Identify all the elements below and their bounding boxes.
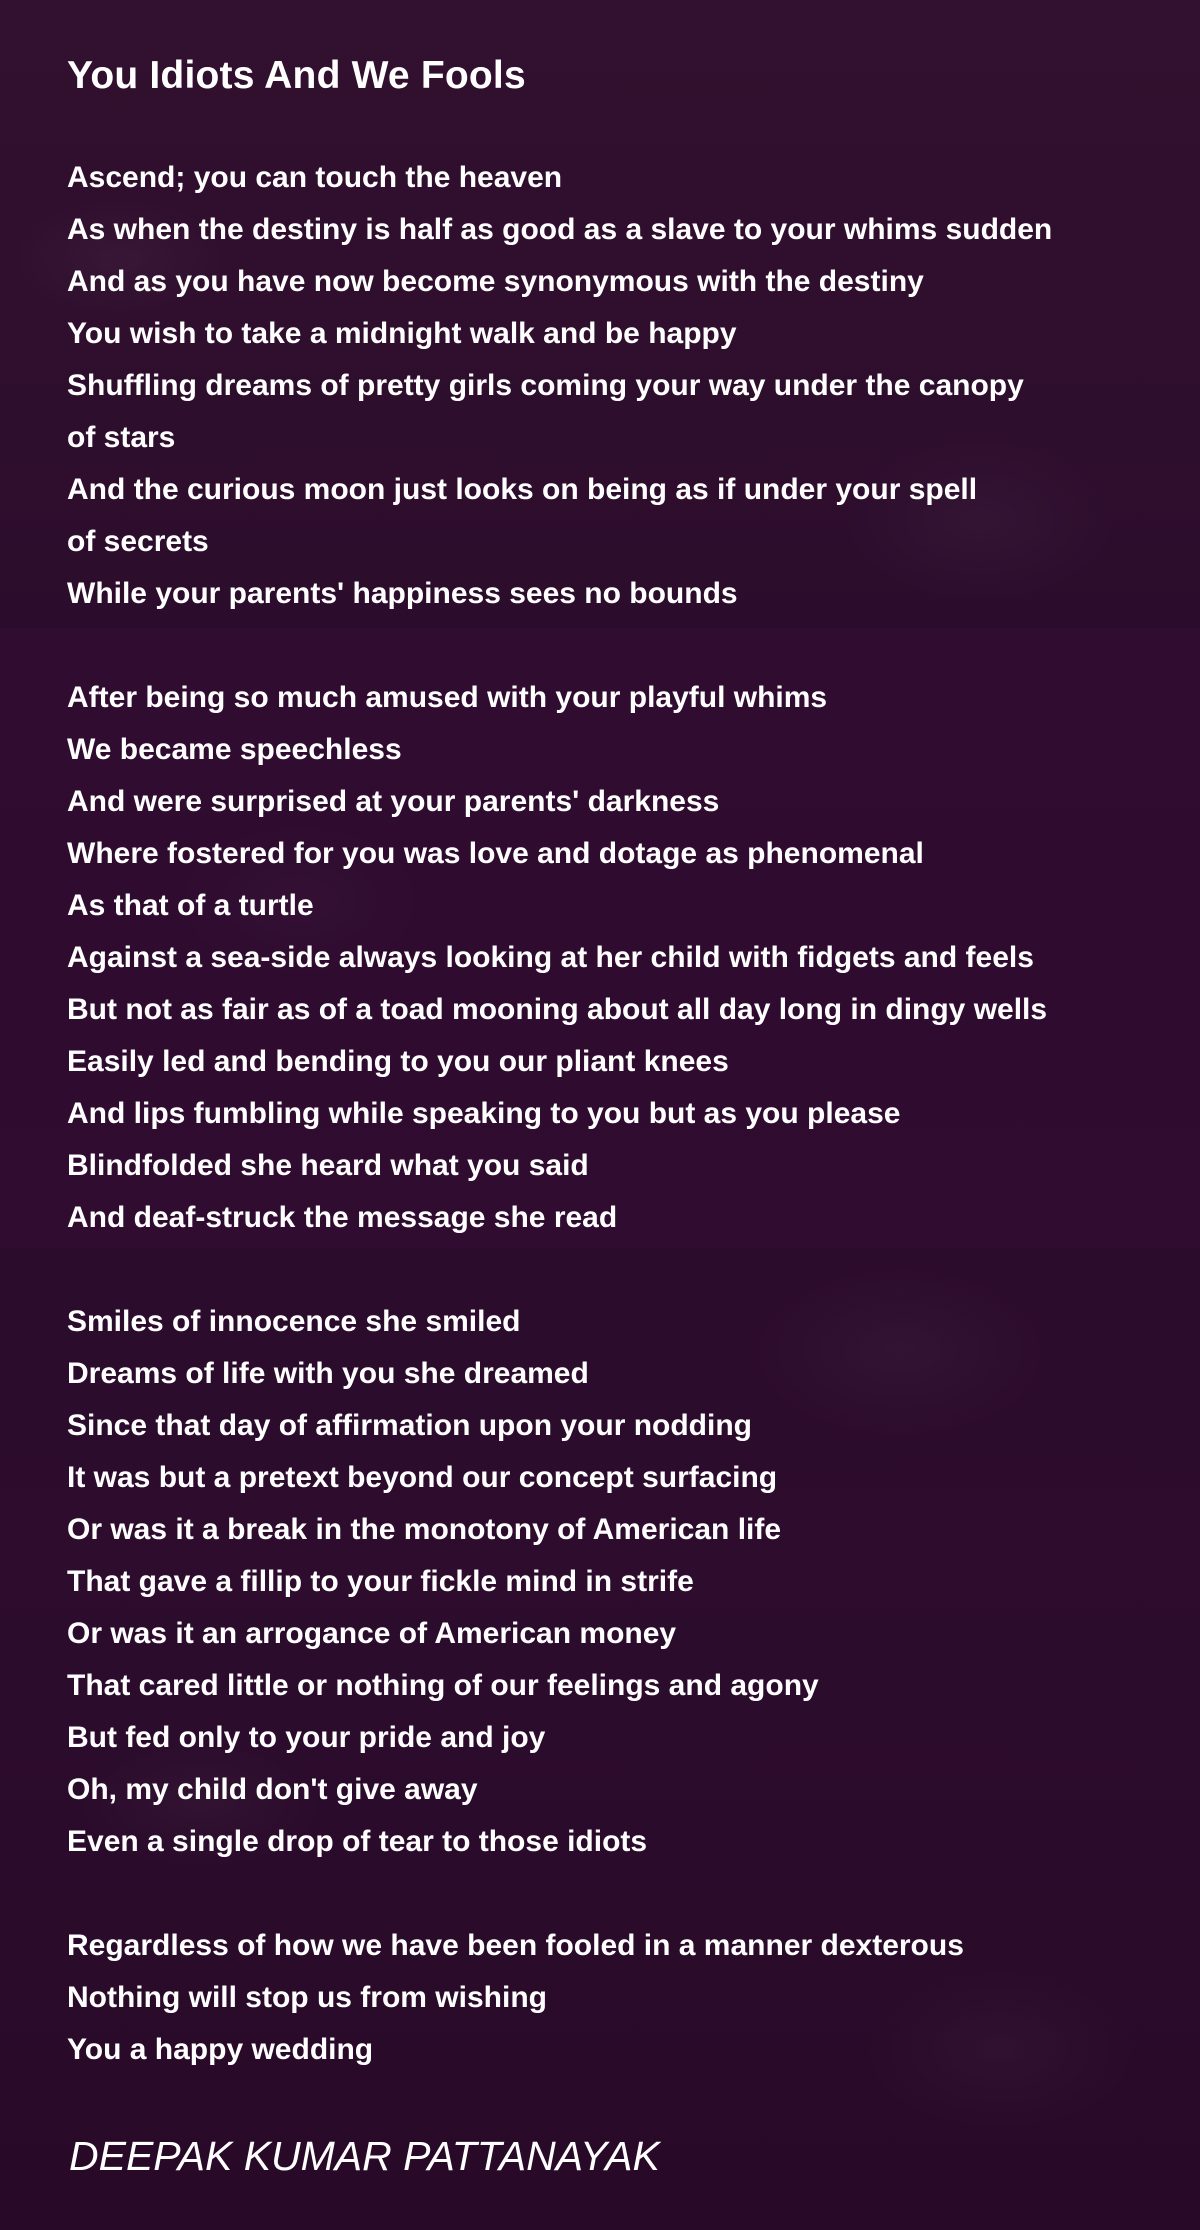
poem-line: While your parents' happiness sees no bounds [67,577,738,610]
poem-line: Where fostered for you was love and dotage as phenomenal [67,837,924,870]
poem-line: Nothing will stop us from wishing [67,1981,547,2014]
poem-line: As that of a turtle [67,889,314,922]
poem-line: As when the destiny is half as good as a slave to your whims sudden [67,213,1053,246]
poem-line: We became speechless [67,733,402,766]
poem-line: Easily led and bending to you our pliant knees [67,1045,729,1078]
poem-line: Or was it an arrogance of American money [67,1617,677,1650]
poem-page [67,48,1167,2128]
stanza-2 [67,672,1167,1244]
poem-line: of stars [67,421,176,454]
poem-line: You wish to take a midnight walk and be happy [67,317,737,350]
poem-author: DEEPAK KUMAR PATTANAYAK [69,2133,660,2179]
poem-line: And the curious moon just looks on being as if under your spell [67,473,978,506]
poem-line: That cared little or nothing of our feelings and agony [67,1669,819,1702]
poem-line: And were surprised at your parents' darkness [67,785,720,818]
poem-line: It was but a pretext beyond our concept surfacing [67,1461,778,1494]
stanza-1 [67,152,1167,620]
poem-line: After being so much amused with your playful whims [67,681,828,714]
poem-line: of secrets [67,525,209,558]
poem-line: Dreams of life with you she dreamed [67,1357,589,1390]
poem-line: Oh, my child don't give away [67,1773,478,1806]
poem-line: Against a sea-side always looking at her child with fidgets and feels [67,941,1034,974]
poem-line: That gave a fillip to your fickle mind in strife [67,1565,694,1598]
poem-line: But fed only to your pride and joy [67,1721,546,1754]
poem-line: And lips fumbling while speaking to you but as you please [67,1097,901,1130]
poem-line: You a happy wedding [67,2033,374,2066]
poem-line: Even a single drop of tear to those idiots [67,1825,648,1858]
stanza-4 [67,1920,1167,2076]
poem-line: But not as fair as of a toad mooning about all day long in dingy wells [67,993,1048,1026]
poem-line: Ascend; you can touch the heaven [67,161,563,194]
poem-title: You Idiots And We Fools [67,54,526,97]
poem-line: Regardless of how we have been fooled in a manner dexterous [67,1929,964,1962]
poem-line: Or was it a break in the monotony of American life [67,1513,782,1546]
stanza-3 [67,1296,1167,1868]
poem-line: Blindfolded she heard what you said [67,1149,589,1182]
poem-line: And as you have now become synonymous with the destiny [67,265,924,298]
poem-line: And deaf-struck the message she read [67,1201,618,1234]
poem-line: Smiles of innocence she smiled [67,1305,521,1338]
poem-line: Shuffling dreams of pretty girls coming your way under the canopy [67,369,1024,402]
poem-line: Since that day of affirmation upon your nodding [67,1409,752,1442]
poem-body [67,152,1167,2076]
